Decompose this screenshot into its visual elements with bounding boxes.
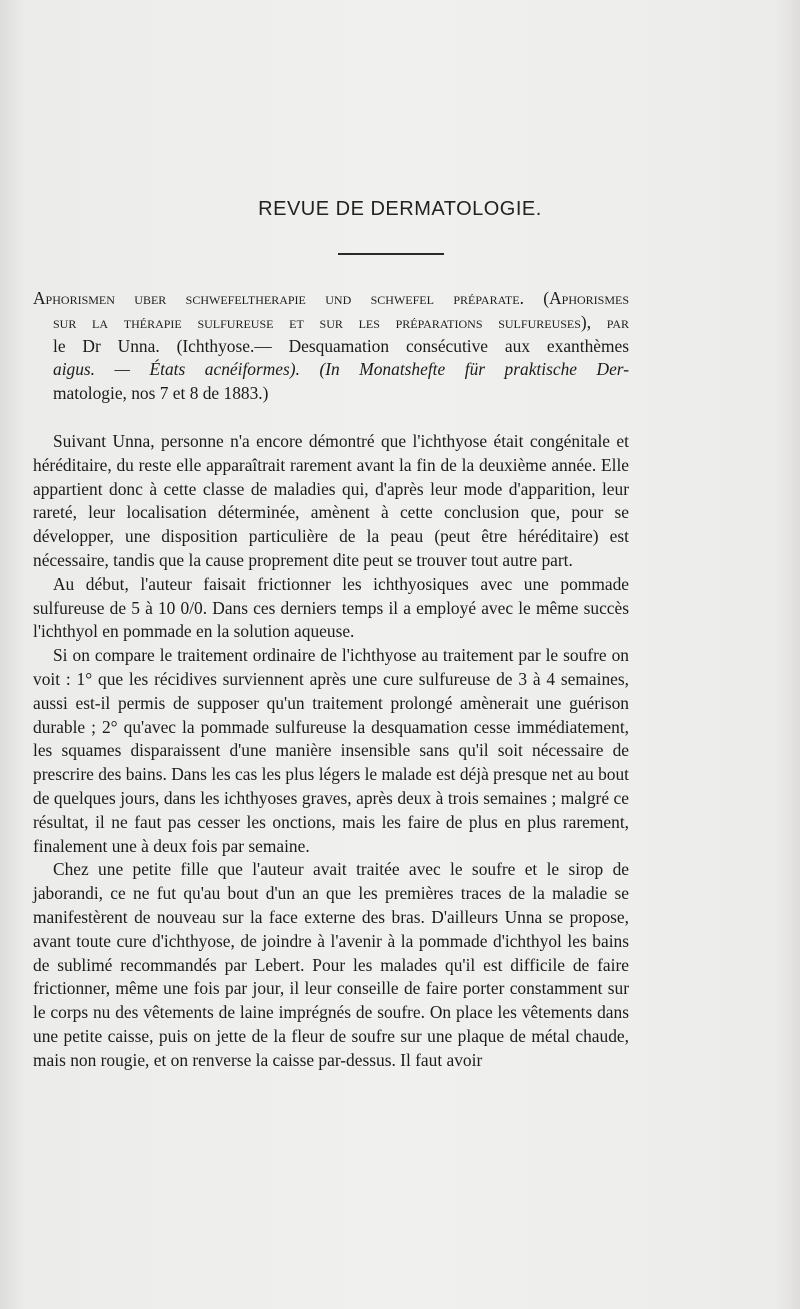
- paragraph-3: Si on compare le traitement ordinaire de l'ichthyose au traitement par le soufre on voit : 1° que les récidives surviennent après une cure sulfureuse de 3 à 4 semaines, aussi est-il permis de supposer qu'un traitement prolongé amènerait une guérison durable ; 2° qu'avec la pommade sulfureuse la desquamation cesse immédiatement, les squames disparaissent d'une manière insensible sans qu'il soit nécessaire de prescrire des bains. Dans les cas les plus légers le malade est déjà presque net au bout de quelques jours, dans les ichthyoses graves, après deux à trois semaines ; malgré ce résultat, il ne faut pas cesser les onctions, mais les faire de plus en plus rarement, finalement une à deux fois par semaine.: [33, 645, 629, 856]
- paragraph-4: Chez une petite fille que l'auteur avait traitée avec le soufre et le sirop de jaborandi, ce ne fut qu'au bout d'un an que les premières traces de la maladie se manifestèrent de nouveau sur la face externe des bras. D'ailleurs Unna se propose, avant toute cure d'ichthyose, de joindre à l'avenir à la pommade d'ichthyol les bains de sublimé recommandés par Lebert. Pour les malades qu'il est difficile de faire frictionner, même une fois par jour, il leur conseille de faire porter constamment sur le corps nu des vêtements de laine imprégnés de soufre. On place les vêtements dans une petite caisse, puis on jette de la fleur de soufre sur une plaque de métal chaude, mais non rougie, et on renverse la caisse par-dessus. Il faut avoir: [33, 859, 629, 1070]
- paragraph-2: Au début, l'auteur faisait frictionner les ichthyosiques avec une pommade sulfureuse de 5 à 10 0/0. Dans ces derniers temps il a employé avec le même succès l'ichthyol en pommade en la solution aqueuse.: [33, 573, 629, 642]
- heading-rule: [338, 253, 444, 255]
- paragraph-1: Suivant Unna, personne n'a encore démontré que l'ichthyose était congénitale et héréditaire, du reste elle apparaîtrait rarement avant la fin de la deuxième année. Elle appartient donc à cette classe de maladies qui, d'après leur mode d'apparition, leur rareté, leur localisation déterminée, amènent à cette conclusion que, pour se développer, une disposition particulière de la peau (peut être héréditaire) est nécessaire, tandis que la cause proprement dite peut se trouver tout autre part.: [33, 431, 629, 570]
- citation-line-2: sur la thérapie sulfureuse et sur les préparations sulfureuses), par: [53, 311, 629, 332]
- article-body: [33, 430, 629, 1073]
- citation-line-3: le Dr Unna. (Ichthyose.— Desquamation consécutive aux exanthèmes: [53, 335, 629, 356]
- citation-line-1: Aphorismen uber schwefeltherapie und schwefel préparate. (Aphorismes: [33, 288, 629, 308]
- citation-line-5: matologie, nos 7 et 8 de 1883.): [53, 383, 269, 404]
- article-citation: [33, 287, 629, 406]
- citation-line-4: aigus. — États acnéiformes). (In Monatshefte für praktische Der-: [53, 359, 629, 380]
- page-heading: REVUE DE DERMATOLOGIE.: [258, 198, 542, 220]
